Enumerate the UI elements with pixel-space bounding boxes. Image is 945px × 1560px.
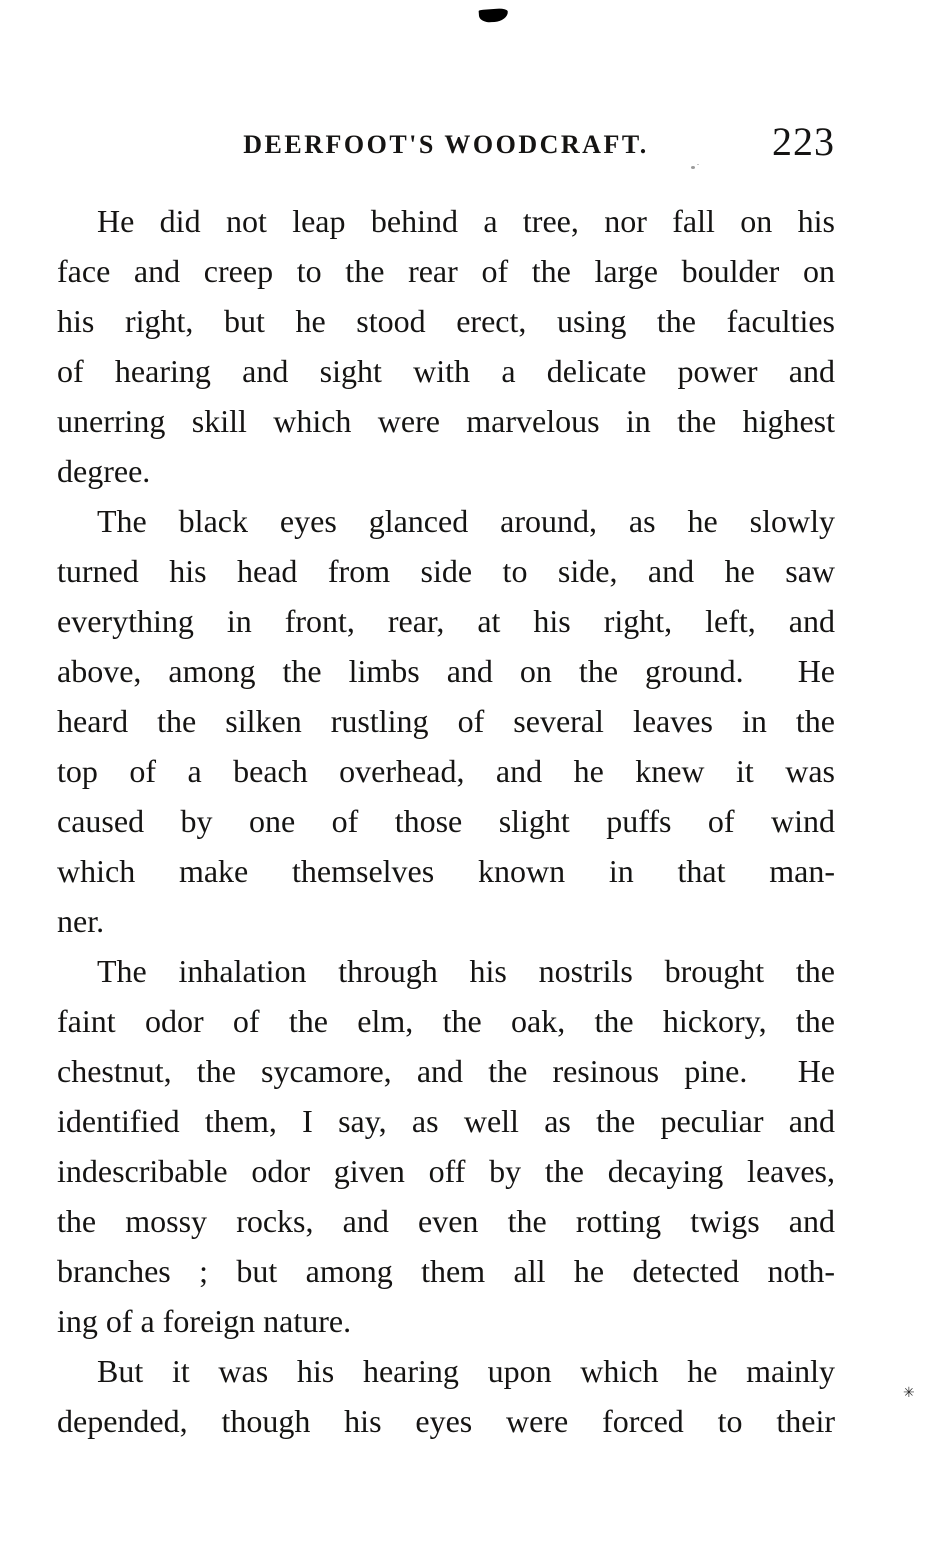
page-header (57, 119, 835, 166)
text-line: turned his head from side to side, and he saw (57, 553, 835, 589)
ink-blot-artifact (479, 8, 509, 23)
text-line: chestnut, the sycamore, and the resinous pine. He (57, 1053, 835, 1089)
text-line: faint odor of the elm, the oak, the hickory, the (57, 1003, 835, 1039)
text-line: He did not leap behind a tree, nor fall on his (97, 203, 835, 239)
dot-speck-artifact (691, 166, 695, 169)
text-line: ing of a foreign nature. (57, 1303, 352, 1339)
page-body (57, 196, 835, 1446)
page-number: 223 (772, 119, 835, 164)
text-line: of hearing and sight with a delicate power and (57, 353, 835, 389)
asterisk-speck-artifact: ✳ (903, 1385, 915, 1401)
text-line: face and creep to the rear of the large boulder on (57, 253, 835, 289)
text-line: But it was his hearing upon which he mainly (97, 1353, 835, 1389)
text-line: heard the silken rustling of several leaves in the (57, 703, 835, 739)
text-line: The inhalation through his nostrils brought the (97, 953, 835, 989)
running-title: DEERFOOT'S WOODCRAFT. (243, 130, 649, 159)
text-line: his right, but he stood erect, using the faculties (57, 303, 835, 339)
text-line: identified them, I say, as well as the peculiar and (57, 1103, 835, 1139)
text-line: ner. (57, 903, 105, 939)
text-line: top of a beach overhead, and he knew it was (57, 753, 835, 789)
text-line: indescribable odor given off by the decaying leaves, (57, 1153, 835, 1189)
text-line: caused by one of those slight puffs of wind (57, 803, 835, 839)
text-line: which make themselves known in that man- (57, 853, 835, 889)
text-line: above, among the limbs and on the ground. He (57, 653, 835, 689)
text-line: everything in front, rear, at his right, left, and (57, 603, 835, 639)
text-line: the mossy rocks, and even the rotting twigs and (57, 1203, 835, 1239)
text-line: unerring skill which were marvelous in the highest (57, 403, 835, 439)
text-line: depended, though his eyes were forced to their (57, 1403, 835, 1439)
text-line: degree. (57, 453, 151, 489)
text-line: branches ; but among them all he detected noth- (57, 1253, 835, 1289)
text-line: The black eyes glanced around, as he slowly (97, 503, 835, 539)
